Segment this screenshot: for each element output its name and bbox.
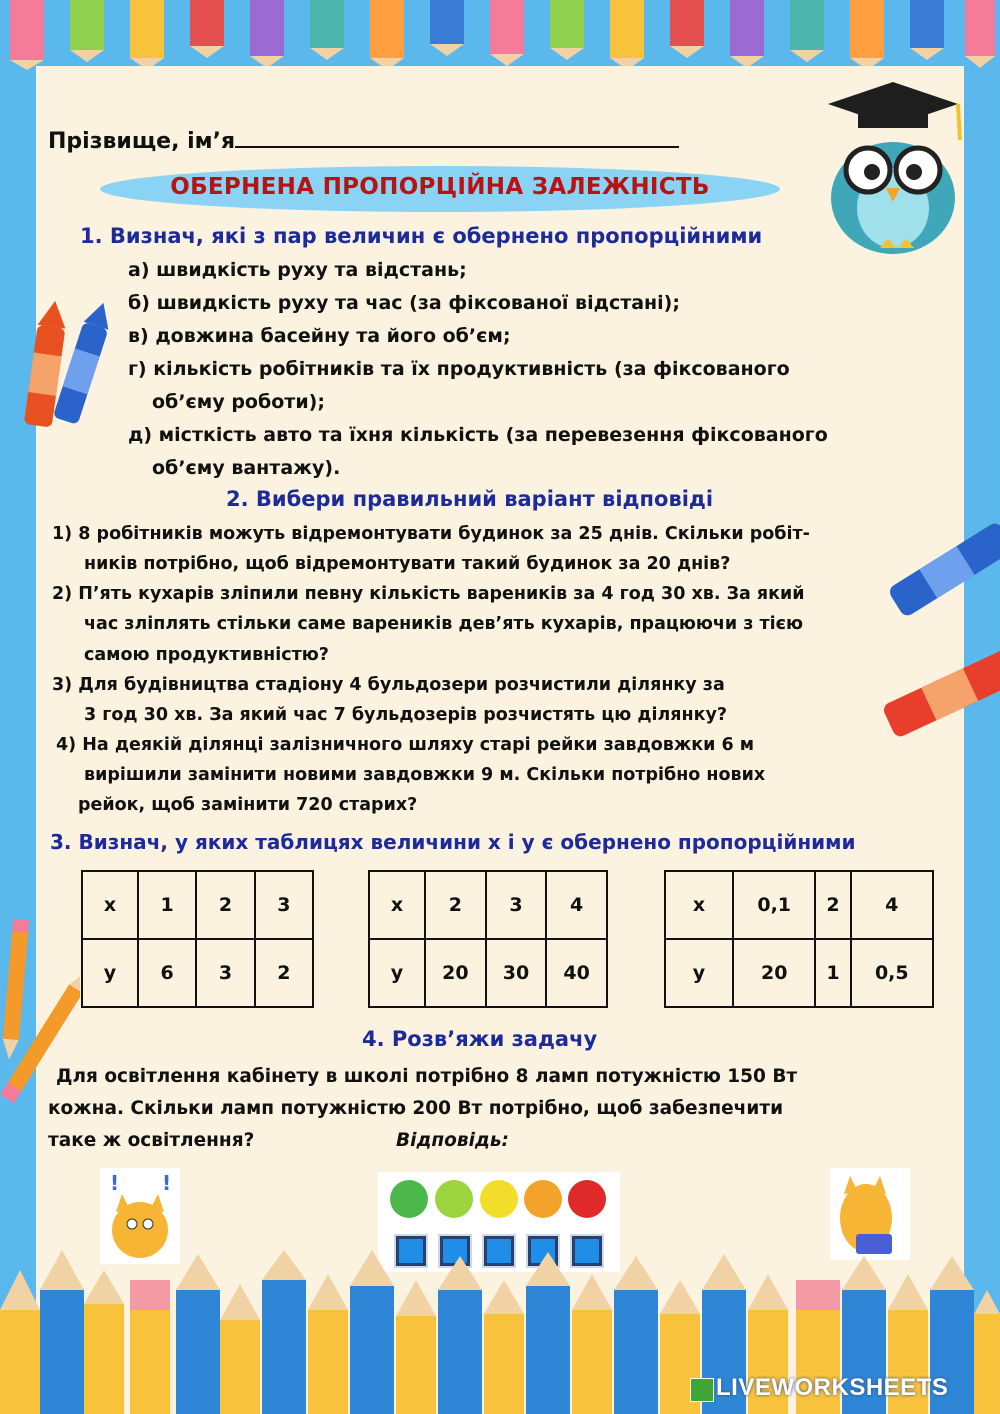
table-3[interactable] bbox=[664, 870, 934, 1008]
section2-line: ників потрібно, щоб відремонтувати такий будинок за 20 днів? bbox=[84, 554, 731, 574]
table-cell: 3 bbox=[255, 871, 313, 939]
section2-line: вирішили замінити новими завдовжки 9 м. Скільки потрібно нових bbox=[84, 765, 766, 785]
section1-heading: 1. Визнач, які з пар величин є обернено пропорційними bbox=[80, 224, 763, 248]
section1-item-cont: об’єму вантажу). bbox=[152, 457, 341, 479]
table-cell: 2 bbox=[425, 871, 486, 939]
table-cell: 3 bbox=[196, 939, 254, 1007]
section2-line: 3) Для будівництва стадіону 4 бульдозери розчистили ділянку за bbox=[52, 675, 725, 695]
svg-text:!: ! bbox=[110, 1171, 120, 1195]
table-cell: 3 bbox=[486, 871, 547, 939]
section2-line: 3 год 30 хв. За який час 7 бульдозерів розчистять цю ділянку? bbox=[84, 705, 728, 725]
section4-line: Для освітлення кабінету в школі потрібно 8 ламп потужністю 150 Вт bbox=[56, 1066, 798, 1087]
very-happy-face-icon[interactable] bbox=[390, 1180, 428, 1218]
page-title: ОБЕРНЕНА ПРОПОРЦІЙНА ЗАЛЕЖНІСТЬ bbox=[170, 174, 710, 200]
sad-face-icon[interactable] bbox=[524, 1180, 562, 1218]
angry-face-icon[interactable] bbox=[568, 1180, 606, 1218]
table-cell: 40 bbox=[546, 939, 607, 1007]
section4-line: таке ж освітлення? bbox=[48, 1130, 255, 1151]
table-cell: у bbox=[369, 939, 425, 1007]
section2-heading: 2. Вибери правильний варіант відповіді bbox=[226, 487, 714, 511]
brand-watermark: LIVEWORKSHEETS bbox=[716, 1374, 949, 1401]
crayons-right-decoration bbox=[880, 520, 1000, 760]
table-cell: 2 bbox=[815, 871, 850, 939]
section4-heading: 4. Розв’яжи задачу bbox=[362, 1027, 598, 1051]
name-field[interactable] bbox=[48, 126, 679, 154]
table-cell: 20 bbox=[733, 939, 815, 1007]
happy-face-icon[interactable] bbox=[435, 1180, 473, 1218]
section3-heading: 3. Визнач, у яких таблицях величини х і у є обернено пропорційними bbox=[50, 830, 856, 854]
table-cell: 2 bbox=[255, 939, 313, 1007]
table-cell: 6 bbox=[138, 939, 196, 1007]
name-underline[interactable] bbox=[235, 126, 679, 148]
table-1[interactable] bbox=[81, 870, 314, 1008]
section1-item-cont: об’єму роботи); bbox=[152, 391, 325, 413]
pencils-left-decoration bbox=[0, 920, 80, 1120]
table-cell: х bbox=[665, 871, 733, 939]
top-pencils-decoration bbox=[0, 0, 1000, 70]
section2-line: 4) На деякій ділянці залізничного шляху старі рейки завдовжки 6 м bbox=[56, 735, 755, 755]
section1-item: в) довжина басейну та його об’єм; bbox=[128, 325, 511, 347]
table-cell: 1 bbox=[815, 939, 850, 1007]
table-cell: х bbox=[369, 871, 425, 939]
table-cell: 4 bbox=[546, 871, 607, 939]
table-cell: 20 bbox=[425, 939, 486, 1007]
section2-line: рейок, щоб замінити 720 старих? bbox=[78, 795, 418, 815]
table-cell: х bbox=[82, 871, 138, 939]
table-cell: у bbox=[82, 939, 138, 1007]
table-cell: 0,5 bbox=[851, 939, 933, 1007]
section2-line: самою продуктивністю? bbox=[84, 645, 329, 665]
table-cell: 30 bbox=[486, 939, 547, 1007]
cat-right-illustration bbox=[830, 1168, 910, 1260]
section1-item: г) кількість робітників та їх продуктивність (за фіксованого bbox=[128, 358, 790, 380]
liveworksheets-logo-icon bbox=[690, 1378, 714, 1402]
section2-line: час зліплять стільки саме вареників дев’ять кухарів, працюючи з тією bbox=[84, 614, 804, 634]
neutral-face-icon[interactable] bbox=[480, 1180, 518, 1218]
table-2[interactable] bbox=[368, 870, 608, 1008]
svg-text:!: ! bbox=[162, 1171, 172, 1195]
section1-item: а) швидкість руху та відстань; bbox=[128, 259, 467, 281]
table-cell: 0,1 bbox=[733, 871, 815, 939]
table-cell: 2 bbox=[196, 871, 254, 939]
section1-item: б) швидкість руху та час (за фіксованої відстані); bbox=[128, 292, 680, 314]
section4-line: кожна. Скільки ламп потужністю 200 Вт потрібно, щоб забезпечити bbox=[48, 1098, 784, 1119]
name-label: Прізвище, ім’я bbox=[48, 129, 236, 154]
section1-item: д) місткість авто та їхня кількість (за перевезення фіксованого bbox=[128, 424, 828, 446]
table-cell: 4 bbox=[851, 871, 933, 939]
owl-illustration bbox=[818, 78, 968, 258]
section2-line: 1) 8 робітників можуть відремонтувати будинок за 25 днів. Скільки робіт- bbox=[52, 524, 810, 544]
crayons-left-decoration bbox=[14, 296, 114, 436]
table-cell: у bbox=[665, 939, 733, 1007]
section2-line: 2) П’ять кухарів зліпили певну кількість вареників за 4 год 30 хв. За який bbox=[52, 584, 805, 604]
answer-label: Відповідь: bbox=[396, 1130, 509, 1151]
table-cell: 1 bbox=[138, 871, 196, 939]
